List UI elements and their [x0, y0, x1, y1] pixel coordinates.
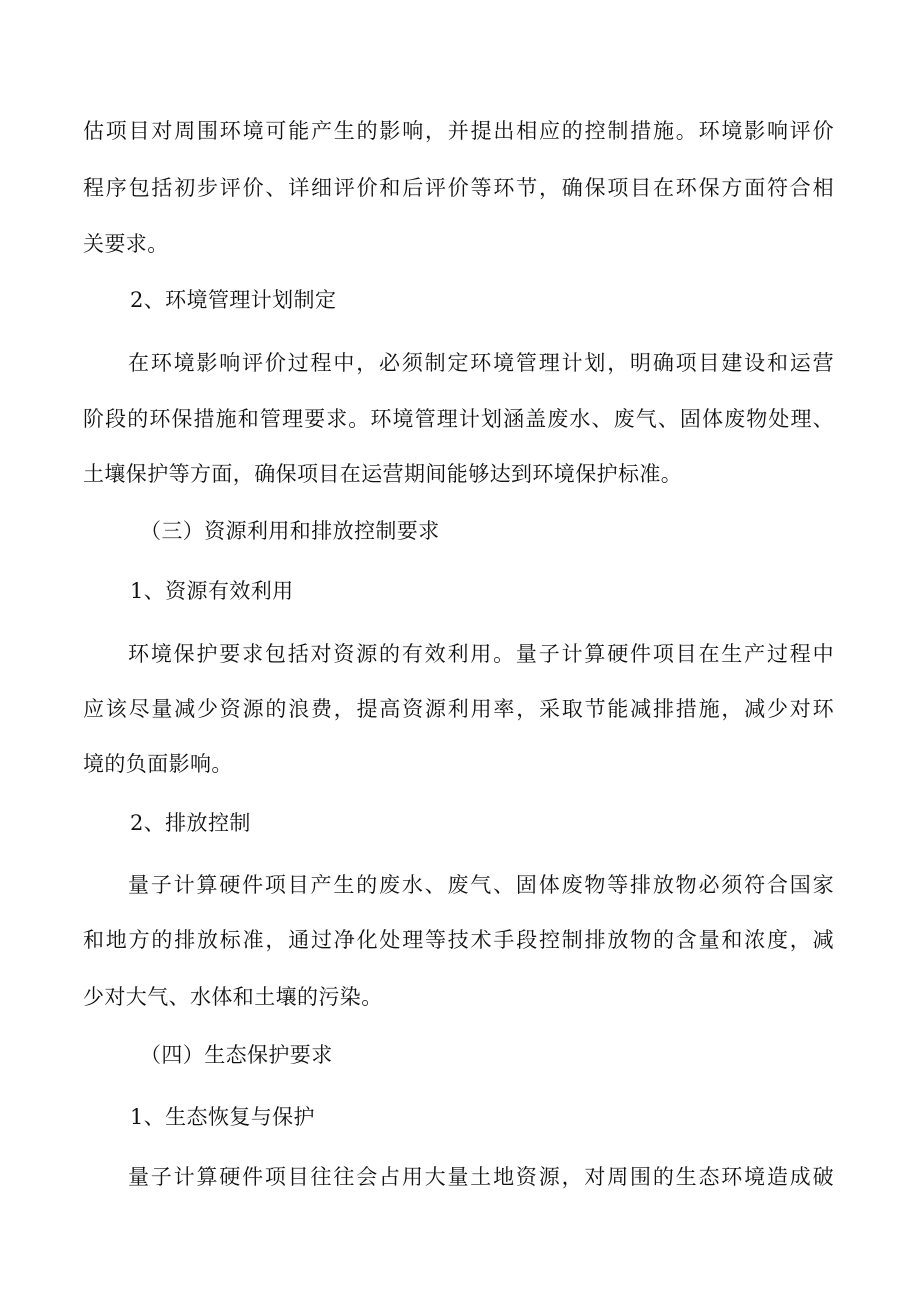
subheading: 2、排放控制	[130, 811, 251, 835]
paragraph-line: 境的负面影响。	[83, 752, 233, 776]
paragraph-line: 程序包括初步评价、详细评价和后评价等环节，确保项目在环保方面符合相	[83, 176, 834, 200]
subheading: 1、资源有效利用	[130, 579, 294, 603]
paragraph-line: 应该尽量减少资源的浪费，提高资源利用率，采取节能减排措施，减少对环	[83, 697, 834, 721]
paragraph-line: 估项目对周围环境可能产生的影响，并提出相应的控制措施。环境影响评价	[83, 119, 834, 143]
paragraph-line: 关要求。	[83, 232, 169, 256]
subheading: 1、生态恢复与保护	[130, 1105, 315, 1129]
section-heading: （三）资源利用和排放控制要求	[140, 519, 440, 543]
paragraph-line: 土壤保护等方面，确保项目在运营期间能够达到环境保护标准。	[83, 462, 683, 486]
paragraph-line: 在环境影响评价过程中，必须制定环境管理计划，明确项目建设和运营	[128, 351, 834, 375]
paragraph-line: 和地方的排放标准，通过净化处理等技术手段控制排放物的含量和浓度，减	[83, 928, 834, 952]
paragraph-line: 阶段的环保措施和管理要求。环境管理计划涵盖废水、废气、固体废物处理、	[83, 407, 834, 431]
paragraph-line: 环境保护要求包括对资源的有效利用。量子计算硬件项目在生产过程中	[128, 642, 834, 666]
subheading: 2、环境管理计划制定	[130, 288, 337, 312]
paragraph-line: 量子计算硬件项目产生的废水、废气、固体废物等排放物必须符合国家	[128, 873, 834, 897]
section-heading: （四）生态保护要求	[140, 1043, 333, 1067]
paragraph-line: 量子计算硬件项目往往会占用大量土地资源，对周围的生态环境造成破	[128, 1165, 834, 1189]
paragraph-line: 少对大气、水体和土壤的污染。	[83, 985, 383, 1009]
